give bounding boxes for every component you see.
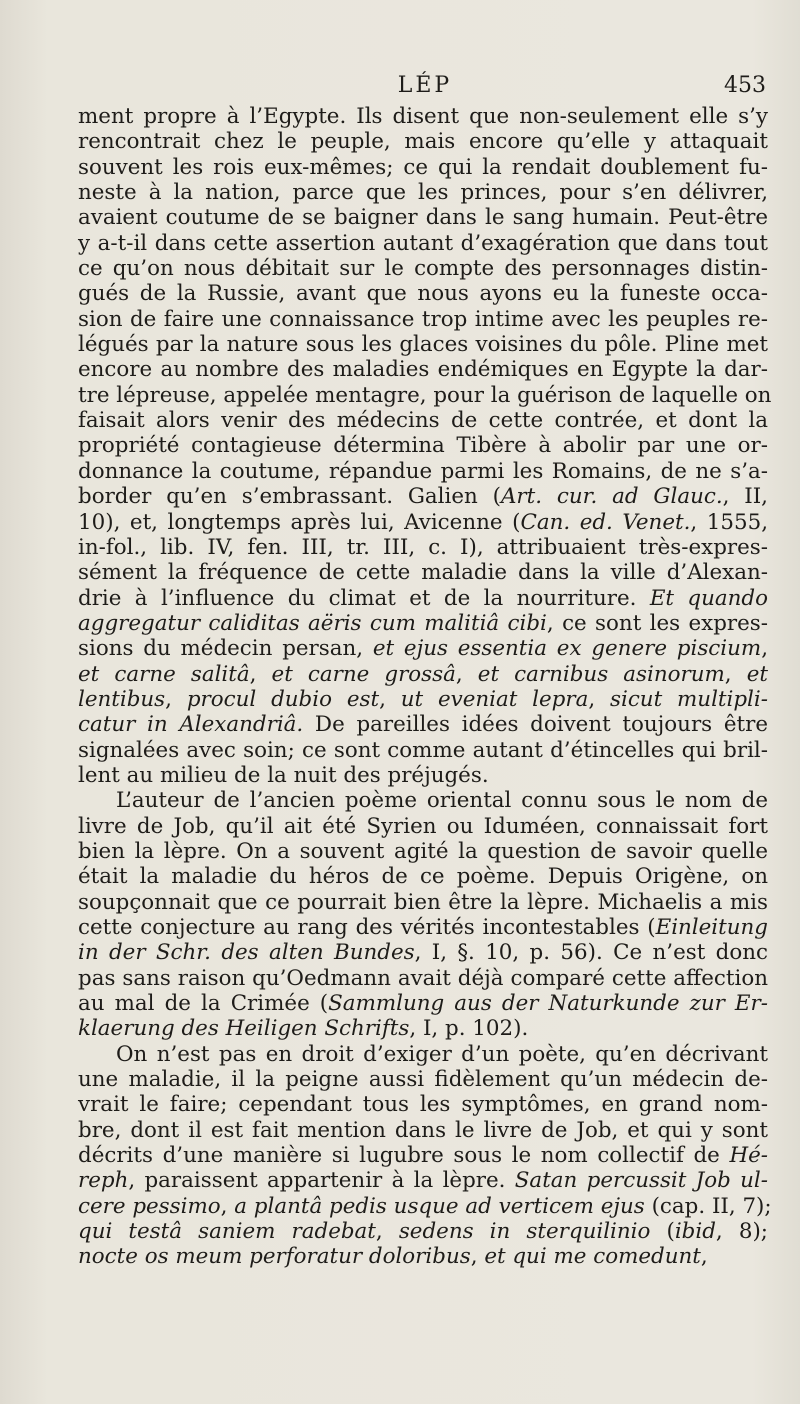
text-line: L’auteur de l’ancien poème oriental connu sous le nom de	[116, 788, 768, 814]
text-line: in der Schr. des alten Bundes, I, §. 10, p. 56). Ce n’est donc	[78, 940, 768, 966]
paragraph	[78, 1041, 772, 1270]
text-line: légués par la nature sous les glaces voisines du pôle. Pline met	[78, 332, 768, 358]
text-line: encore au nombre des maladies endémiques en Egypte la dar-	[78, 357, 768, 383]
text-line: cere pessimo, a plantâ pedis usque ad verticem ejus (cap. II, 7);	[78, 1193, 772, 1219]
text-line: était la maladie du héros de ce poème. Depuis Origène, on	[78, 864, 768, 890]
text-line: neste à la nation, parce que les princes, pour s’en délivrer,	[78, 180, 768, 206]
text-line: propriété contagieuse détermina Tibère à abolir par une or-	[78, 433, 768, 459]
text-line: une maladie, il la peigne aussi fidèlement qu’un médecin de-	[78, 1067, 768, 1093]
text-line: in-fol., lib. IV, fen. III, tr. III, c. I), attribuaient très-expres-	[78, 534, 768, 560]
text-line: lentibus, procul dubio est, ut eveniat lepra, sicut multipli-	[78, 686, 768, 712]
text-line: ment propre à l’Egypte. Ils disent que non-seulement elle s’y	[78, 104, 768, 129]
text-line: donnance la coutume, répandue parmi les Romains, de ne s’a-	[78, 458, 768, 484]
text-line: soupçonnait que ce pourrait bien être la lèpre. Michaelis a mis	[78, 889, 768, 915]
text-line: drie à l’influence du climat et de la nourriture. Et quando	[78, 585, 768, 611]
text-line: pas sans raison qu’Oedmann avait déjà comparé cette affection	[78, 965, 768, 991]
paragraph	[78, 788, 768, 1041]
text-line: ce qu’on nous débitait sur le compte des personnages distin-	[78, 256, 768, 282]
text-line: gués de la Russie, avant que nous ayons eu la funeste occa-	[78, 281, 768, 307]
text-line: nocte os meum perforatur doloribus, et qui me comedunt,	[78, 1244, 708, 1270]
text-line: On n’est pas en droit d’exiger d’un poète, qu’en décrivant	[116, 1041, 768, 1067]
text-line: signalées avec soin; ce sont comme autant d’étincelles qui bril-	[78, 737, 768, 763]
text-line: livre de Job, qu’il ait été Syrien ou Iduméen, connaissait fort	[78, 813, 768, 839]
text-line: y a-t-il dans cette assertion autant d’exagération que dans tout	[78, 230, 768, 256]
text-line: cette conjecture au rang des vérités incontestables (Einleitung	[78, 915, 768, 940]
text-line: border qu’en s’embrassant. Galien (Art. cur. ad Glauc., II,	[78, 484, 768, 510]
text-line: klaerung des Heiligen Schrifts, I, p. 102).	[78, 1016, 529, 1042]
text-line: bien la lèpre. On a souvent agité la question de savoir quelle	[78, 838, 768, 864]
text-line: sion de faire une connaissance trop intime avec les peuples re-	[78, 306, 768, 332]
text-line: aggregatur caliditas aëris cum malitiâ cibi, ce sont les expres-	[78, 610, 768, 636]
text-line: 10), et, longtemps après lui, Avicenne (Can. ed. Venet., 1555,	[78, 509, 769, 535]
page-number: 453	[724, 73, 766, 98]
body-text	[78, 104, 772, 1270]
text-line: sément la fréquence de cette maladie dans la ville d’Alexan-	[78, 560, 768, 586]
text-line: catur in Alexandriâ. De pareilles idées doivent toujours être	[78, 712, 768, 738]
text-line: rencontrait chez le peuple, mais encore qu’elle y attaquait	[78, 129, 768, 155]
text-line: reph, paraissent appartenir à la lèpre. Satan percussit Job ul-	[78, 1168, 768, 1194]
text-line: lent au milieu de la nuit des préjugés.	[78, 762, 489, 788]
text-line: faisait alors venir des médecins de cette contrée, et dont la	[78, 408, 768, 434]
text-line: et carne salitâ, et carne grossâ, et carnibus asinorum, et	[78, 661, 768, 687]
text-line: souvent les rois eux-mêmes; ce qui la rendait doublement fu-	[78, 154, 768, 180]
text-line: sions du médecin persan, et ejus essentia ex genere piscium,	[78, 636, 768, 662]
text-line: vrait le faire; cependant tous les symptômes, en grand nom-	[78, 1092, 768, 1118]
paragraph	[78, 104, 772, 788]
running-head-title: LÉP	[397, 73, 453, 98]
running-head	[78, 73, 772, 103]
text-line: qui testâ saniem radebat, sedens in sterquilinio (ibid, 8);	[78, 1219, 768, 1245]
text-line: bre, dont il est fait mention dans le livre de Job, et qui y sont	[78, 1117, 768, 1143]
text-line: décrits d’une manière si lugubre sous le nom collectif de Hé-	[78, 1143, 768, 1169]
text-line: au mal de la Crimée (Sammlung aus der Naturkunde zur Er-	[78, 991, 768, 1017]
text-line: tre lépreuse, appelée mentagre, pour la guérison de laquelle on	[78, 382, 772, 408]
text-line: avaient coutume de se baigner dans le sang humain. Peut-être	[78, 205, 768, 231]
